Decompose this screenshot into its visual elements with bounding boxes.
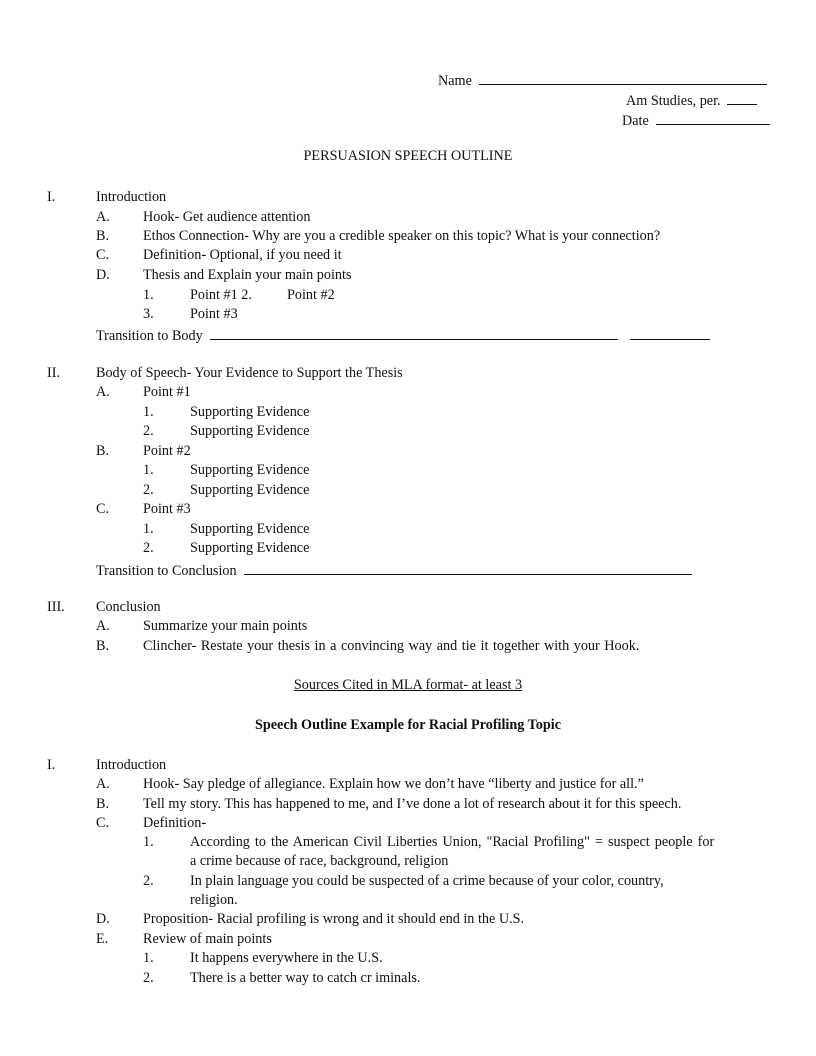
section-3-heading: Conclusion — [96, 599, 161, 615]
sources-cited-note: Sources Cited in MLA format- at least 3 — [293, 677, 523, 693]
example-section-number: I. — [47, 757, 56, 773]
item-text: Hook- Say pledge of allegiance. Explain how we don’t have “liberty and justice for all.” — [143, 776, 644, 792]
subitem-number: 3. — [143, 306, 154, 322]
item-letter: B. — [96, 796, 110, 812]
subitem-number: 1. — [143, 950, 154, 966]
subitem-number: 1. — [143, 462, 154, 478]
item-text: Tell my story. This has happened to me, and I’ve done a lot of research about it for this speech. — [143, 796, 682, 812]
subitem-text-continued: religion. — [190, 892, 238, 908]
transition-to-body — [96, 325, 710, 345]
item-letter: E. — [96, 931, 109, 947]
section-2-number: II. — [47, 365, 60, 381]
section-1-heading: Introduction — [96, 189, 167, 205]
item-letter: A. — [96, 618, 110, 634]
section-2-heading: Body of Speech- Your Evidence to Support the Thesis — [96, 365, 403, 381]
item-letter: A. — [96, 209, 110, 225]
subitem-text: Supporting Evidence — [190, 423, 310, 439]
date-label: Date — [622, 113, 649, 129]
transition-to-conclusion — [96, 560, 692, 580]
subitem-number: 2. — [143, 482, 154, 498]
subitem-text: According to the American Civil Liberties Union, "Racial Profiling" = suspect people for — [190, 834, 715, 850]
item-text: Point #1 — [143, 384, 191, 400]
subitem-number: 1. — [143, 287, 154, 303]
subitem-text: In plain language you could be suspected of a crime because of your color, country, — [190, 873, 664, 889]
name-label: Name — [438, 73, 472, 89]
transition-label: Transition to Conclusion — [96, 563, 237, 579]
subitem-text: Supporting Evidence — [190, 404, 310, 420]
item-text: Point #2 — [143, 443, 191, 459]
item-letter: C. — [96, 815, 110, 831]
item-text: Review of main points — [143, 931, 272, 947]
subitem-number: 1. — [143, 834, 154, 850]
subitem-text: Supporting Evidence — [190, 482, 310, 498]
name-field — [438, 70, 767, 90]
transition-label: Transition to Body — [96, 328, 203, 344]
subitem-text: It happens everywhere in the U.S. — [190, 950, 383, 966]
item-text: Thesis and Explain your main points — [143, 267, 352, 283]
item-text: Ethos Connection- Why are you a credible speaker on this topic? What is your connection? — [143, 228, 661, 244]
item-text: Proposition- Racial profiling is wrong and it should end in the U.S. — [143, 911, 525, 927]
item-letter: B. — [96, 638, 110, 654]
name-blank — [479, 70, 767, 85]
date-blank — [656, 110, 770, 125]
subitem-text: There is a better way to catch cr iminals. — [190, 970, 421, 986]
subitem-text: Point #1 2. — [190, 287, 252, 303]
item-letter: D. — [96, 267, 110, 283]
item-letter: D. — [96, 911, 110, 927]
item-letter: A. — [96, 384, 110, 400]
date-field — [622, 110, 770, 130]
subitem-text: Point #2 — [287, 287, 335, 303]
item-letter: B. — [96, 228, 110, 244]
item-text: Hook- Get audience attention — [143, 209, 311, 225]
subitem-number: 1. — [143, 521, 154, 537]
item-letter: C. — [96, 247, 110, 263]
subitem-number: 2. — [143, 423, 154, 439]
transition-blank — [630, 325, 710, 340]
transition-blank — [210, 325, 618, 340]
item-text: Clincher- Restate your thesis in a convincing way and tie it together with your Hook. — [143, 638, 640, 654]
example-title: Speech Outline Example for Racial Profiling Topic — [254, 717, 562, 733]
item-letter: B. — [96, 443, 110, 459]
outline-title: PERSUASION SPEECH OUTLINE — [303, 148, 513, 164]
subitem-number: 1. — [143, 404, 154, 420]
class-period-label: Am Studies, per. — [626, 93, 721, 109]
section-1-number: I. — [47, 189, 56, 205]
subitem-text: Supporting Evidence — [190, 521, 310, 537]
example-section-heading: Introduction — [96, 757, 167, 773]
class-period-field — [626, 90, 757, 110]
subitem-text-continued: a crime because of race, background, religion — [190, 853, 449, 869]
period-blank — [727, 90, 757, 105]
subitem-number: 2. — [143, 873, 154, 889]
section-3-number: III. — [47, 599, 65, 615]
item-text: Summarize your main points — [143, 618, 308, 634]
item-text: Definition- — [143, 815, 207, 831]
subitem-text: Supporting Evidence — [190, 462, 310, 478]
subitem-text: Supporting Evidence — [190, 540, 310, 556]
subitem-number: 2. — [143, 540, 154, 556]
subitem-text: Point #3 — [190, 306, 238, 322]
item-text: Definition- Optional, if you need it — [143, 247, 342, 263]
item-text: Point #3 — [143, 501, 191, 517]
transition-blank — [244, 560, 692, 575]
item-letter: C. — [96, 501, 110, 517]
subitem-number: 2. — [143, 970, 154, 986]
item-letter: A. — [96, 776, 110, 792]
